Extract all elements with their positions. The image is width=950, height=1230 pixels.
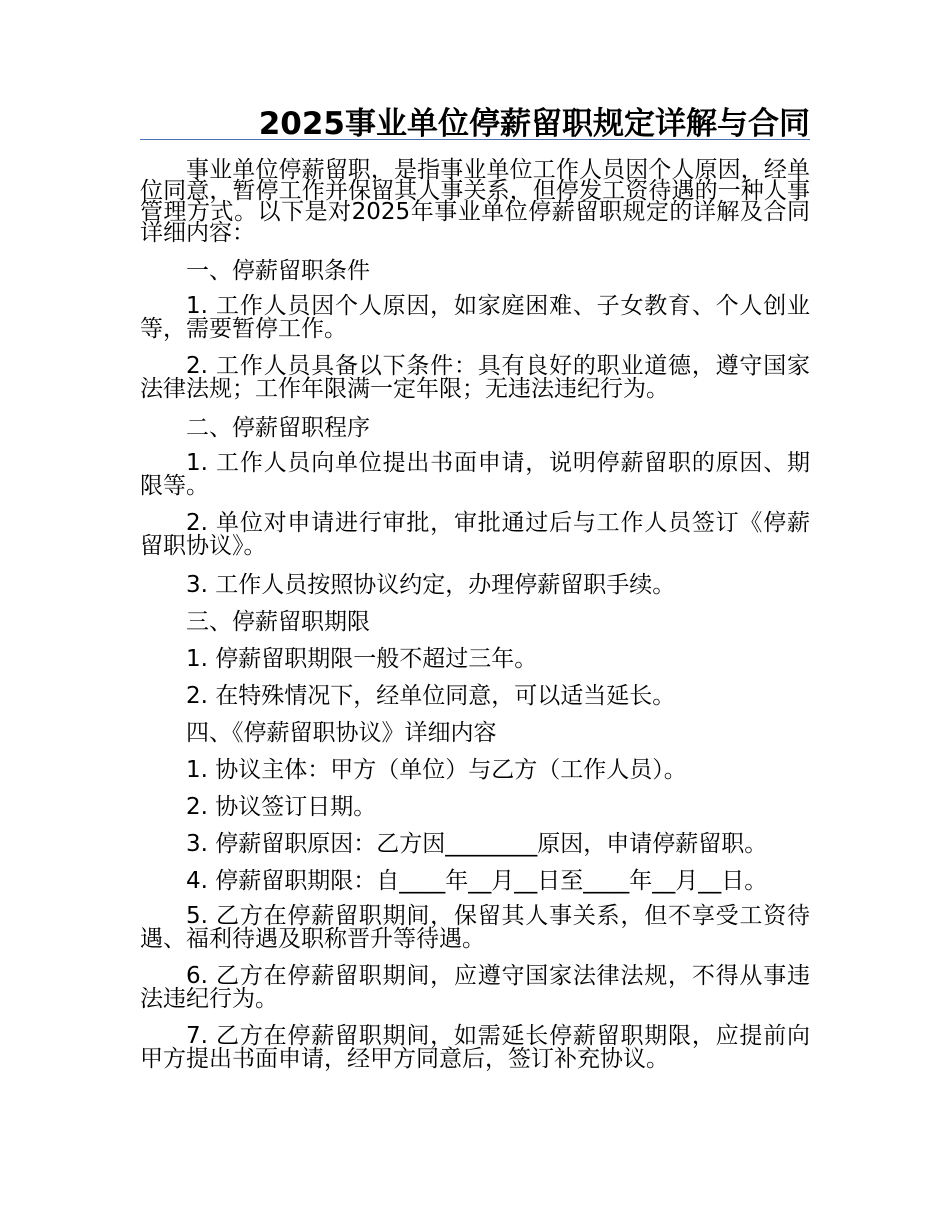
paragraph-agreement-1: 1. 协议主体：甲方（单位）与乙方（工作人员）。 bbox=[186, 757, 687, 783]
intro-paragraph: 事业单位停薪留职，是指事业单位工作人员因个人原因，经单位同意，暂停工作并保留其人事关系，但停发工资待遇的一种人事管理方式。以下是对2025年事业单位停薪留职规定的详解及合同详细内容： bbox=[140, 157, 810, 246]
section-heading-procedure: 二、停薪留职程序 bbox=[186, 415, 370, 441]
paragraph-condition-2: 2. 工作人员具备以下条件：具有良好的职业道德，遵守国家法律法规；工作年限满一定年限；无违法违纪行为。 bbox=[140, 353, 810, 402]
paragraph-procedure-2: 2. 单位对申请进行审批，审批通过后与工作人员签订《停薪留职协议》。 bbox=[140, 510, 810, 559]
section-heading-agreement: 四、《停薪留职协议》详细内容 bbox=[186, 720, 497, 746]
paragraph-agreement-7: 7. 乙方在停薪留职期间，如需延长停薪留职期限，应提前向甲方提出书面申请，经甲方同意后，签订补充协议。 bbox=[140, 1023, 810, 1072]
paragraph-condition-1: 1. 工作人员因个人原因，如家庭困难、子女教育、个人创业等，需要暂停工作。 bbox=[140, 293, 810, 342]
paragraph-agreement-5: 5. 乙方在停薪留职期间，保留其人事关系，但不享受工资待遇、福利待遇及职称晋升等待遇。 bbox=[140, 903, 810, 952]
paragraph-procedure-3: 3. 工作人员按照协议约定，办理停薪留职手续。 bbox=[186, 572, 676, 598]
paragraph-period-2: 2. 在特殊情况下，经单位同意，可以适当延长。 bbox=[186, 683, 676, 709]
document-body bbox=[140, 157, 810, 1085]
paragraph-agreement-6: 6. 乙方在停薪留职期间，应遵守国家法律法规，不得从事违法违纪行为。 bbox=[140, 963, 810, 1012]
document-title: 2025事业单位停薪留职规定详解与合同 bbox=[258, 106, 810, 142]
paragraph-agreement-4: 4. 停薪留职期限：自____年__月__日至____年__月__日。 bbox=[186, 868, 768, 894]
paragraph-procedure-1: 1. 工作人员向单位提出书面申请，说明停薪留职的原因、期限等。 bbox=[140, 450, 810, 499]
paragraph-period-1: 1. 停薪留职期限一般不超过三年。 bbox=[186, 646, 538, 672]
paragraph-agreement-3: 3. 停薪留职原因：乙方因________原因，申请停薪留职。 bbox=[186, 831, 768, 857]
title-underline bbox=[140, 139, 810, 140]
section-heading-conditions: 一、停薪留职条件 bbox=[186, 258, 370, 284]
section-heading-period: 三、停薪留职期限 bbox=[186, 609, 370, 635]
paragraph-agreement-2: 2. 协议签订日期。 bbox=[186, 794, 377, 820]
